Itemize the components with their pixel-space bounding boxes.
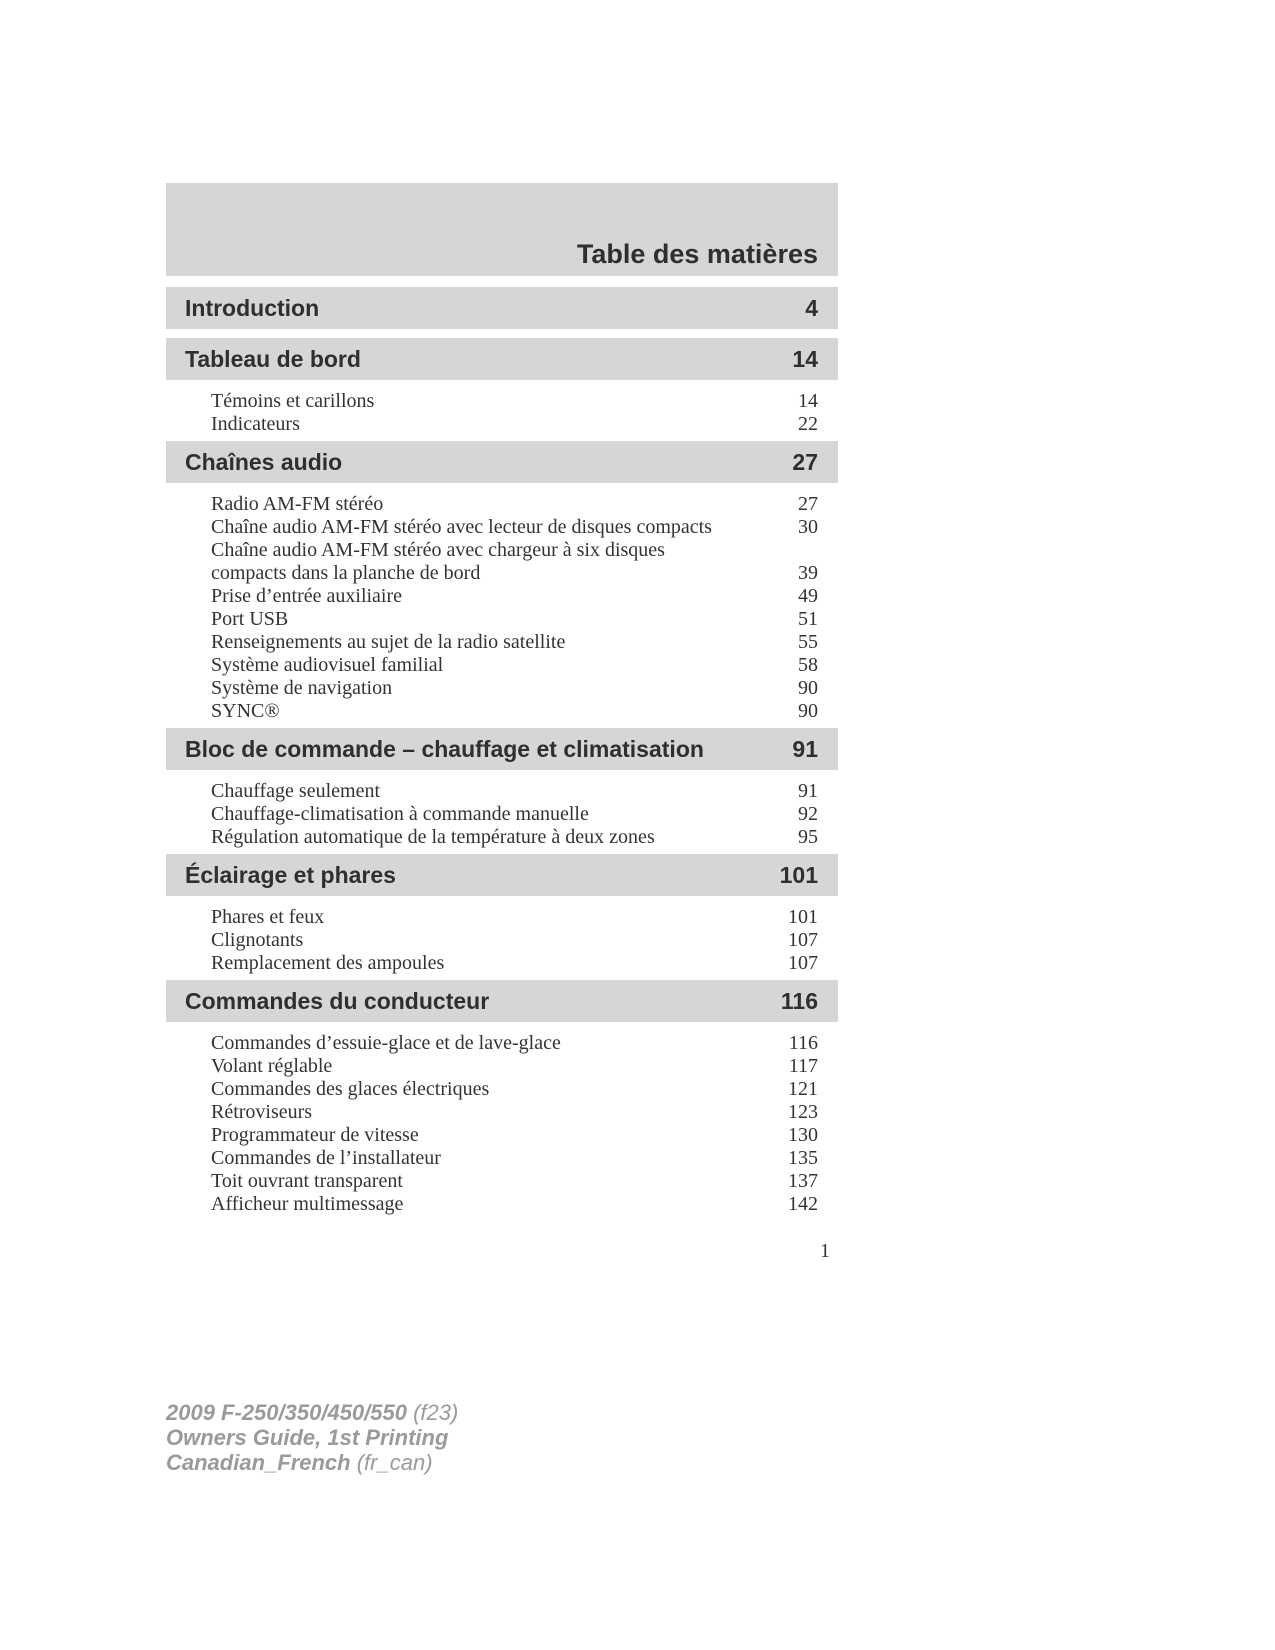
entry-page: 22 xyxy=(798,413,818,435)
entry-page: 95 xyxy=(798,826,818,848)
entry-list xyxy=(166,483,838,728)
section-heading[interactable] xyxy=(166,980,838,1022)
toc-entry[interactable] xyxy=(211,390,818,413)
entry-page: 90 xyxy=(798,677,818,699)
toc-sections xyxy=(166,287,838,1221)
entry-label: Commandes d’essuie-glace et de lave-glace xyxy=(211,1032,561,1054)
toc-header xyxy=(166,183,838,276)
toc-entry[interactable] xyxy=(211,608,818,631)
entry-label: Phares et feux xyxy=(211,906,325,928)
entry-label: Renseignements au sujet de la radio satellite xyxy=(211,631,566,653)
entry-label: Volant réglable xyxy=(211,1055,333,1077)
toc-entry[interactable] xyxy=(211,826,818,849)
entry-page: 117 xyxy=(788,1055,818,1077)
toc-entry[interactable] xyxy=(211,493,818,516)
section-page: 116 xyxy=(780,987,818,1014)
toc-entry[interactable] xyxy=(211,906,818,929)
entry-page: 91 xyxy=(798,780,818,802)
entry-page: 142 xyxy=(788,1193,818,1215)
entry-page: 27 xyxy=(798,493,818,515)
entry-label: Chauffage-climatisation à commande manuelle xyxy=(211,803,589,825)
toc-entry[interactable] xyxy=(211,585,818,608)
section-title: Éclairage et phares xyxy=(185,861,396,888)
toc-section xyxy=(166,854,838,980)
entry-label: SYNC® xyxy=(211,700,280,722)
section-page: 27 xyxy=(792,448,818,475)
entry-label: Indicateurs xyxy=(211,413,300,435)
footer-line-2 xyxy=(166,1425,458,1450)
footer-guide: Owners Guide, 1st Printing xyxy=(166,1425,449,1450)
toc-entry[interactable] xyxy=(211,929,818,952)
entry-page: 116 xyxy=(788,1032,818,1054)
entry-page: 55 xyxy=(798,631,818,653)
toc-entry[interactable] xyxy=(211,1170,818,1193)
entry-list xyxy=(166,770,838,854)
section-heading[interactable] xyxy=(166,287,838,329)
entry-page: 137 xyxy=(788,1170,818,1192)
footer-line-1 xyxy=(166,1400,458,1425)
toc-entry[interactable] xyxy=(211,1101,818,1124)
toc-entry[interactable] xyxy=(211,1055,818,1078)
footer-line-3 xyxy=(166,1450,458,1475)
section-heading[interactable] xyxy=(166,854,838,896)
toc-section xyxy=(166,441,838,728)
toc-section xyxy=(166,338,838,441)
entry-label: Toit ouvrant transparent xyxy=(211,1170,403,1192)
entry-page: 107 xyxy=(788,952,818,974)
toc-entry[interactable] xyxy=(211,1124,818,1147)
entry-page: 14 xyxy=(798,390,818,412)
toc-entry[interactable] xyxy=(211,677,818,700)
toc-entry[interactable] xyxy=(211,1193,818,1216)
toc-entry[interactable] xyxy=(211,780,818,803)
toc-entry[interactable] xyxy=(211,1147,818,1170)
entry-label: Port USB xyxy=(211,608,289,630)
entry-label: Radio AM-FM stéréo xyxy=(211,493,384,515)
toc-section xyxy=(166,287,838,329)
footer-code: (f23) xyxy=(413,1400,459,1425)
section-page: 91 xyxy=(792,735,818,762)
entry-page: 92 xyxy=(798,803,818,825)
section-title: Introduction xyxy=(185,294,320,321)
entry-label: Programmateur de vitesse xyxy=(211,1124,419,1146)
entry-label: Chauffage seulement xyxy=(211,780,381,802)
toc-entry[interactable] xyxy=(211,413,818,436)
toc-entry[interactable] xyxy=(211,562,818,585)
entry-list xyxy=(166,380,838,441)
footer xyxy=(166,1400,458,1475)
entry-label: Clignotants xyxy=(211,929,304,951)
entry-page: 49 xyxy=(798,585,818,607)
entry-page: 39 xyxy=(798,562,818,584)
toc-section xyxy=(166,728,838,854)
footer-locale: (fr_can) xyxy=(356,1450,433,1475)
entry-page: 130 xyxy=(788,1124,818,1146)
entry-label: Commandes des glaces électriques xyxy=(211,1078,490,1100)
toc-entry[interactable] xyxy=(211,803,818,826)
entry-page: 107 xyxy=(788,929,818,951)
entry-label: Prise d’entrée auxiliaire xyxy=(211,585,403,607)
section-heading[interactable] xyxy=(166,728,838,770)
section-heading[interactable] xyxy=(166,441,838,483)
entry-label: Système de navigation xyxy=(211,677,393,699)
toc-entry[interactable] xyxy=(211,1032,818,1055)
entry-label: Chaîne audio AM-FM stéréo avec lecteur de disques compacts xyxy=(211,516,712,538)
entry-label: Remplacement des ampoules xyxy=(211,952,445,974)
section-page: 4 xyxy=(805,294,818,321)
entry-page: 58 xyxy=(798,654,818,676)
entry-label: Témoins et carillons xyxy=(211,390,375,412)
entry-page: 121 xyxy=(788,1078,818,1100)
entry-label: Commandes de l’installateur xyxy=(211,1147,441,1169)
toc-entry[interactable] xyxy=(211,654,818,677)
entry-page: 51 xyxy=(798,608,818,630)
entry-label: Système audiovisuel familial xyxy=(211,654,444,676)
entry-page: 101 xyxy=(788,906,818,928)
toc-entry[interactable] xyxy=(211,516,818,539)
entry-page: 30 xyxy=(798,516,818,538)
toc-entry[interactable] xyxy=(211,1078,818,1101)
toc-section xyxy=(166,980,838,1221)
entry-page: 123 xyxy=(788,1101,818,1123)
section-title: Tableau de bord xyxy=(185,345,361,372)
toc-entry[interactable] xyxy=(211,700,818,723)
page-number: 1 xyxy=(820,1240,830,1262)
section-title: Bloc de commande – chauffage et climatisation xyxy=(185,735,704,762)
table-of-contents xyxy=(166,183,838,1221)
entry-label: Régulation automatique de la température à deux zones xyxy=(211,826,655,848)
entry-label: compacts dans la planche de bord xyxy=(211,562,481,584)
page-title: Table des matières xyxy=(576,239,818,269)
entry-list xyxy=(166,896,838,980)
section-title: Chaînes audio xyxy=(185,448,343,475)
entry-page: 135 xyxy=(788,1147,818,1169)
section-heading[interactable] xyxy=(166,338,838,380)
entry-label: Rétroviseurs xyxy=(211,1101,313,1123)
toc-entry[interactable] xyxy=(211,631,818,654)
footer-model: 2009 F-250/350/450/550 xyxy=(166,1400,407,1425)
entry-page: 90 xyxy=(798,700,818,722)
section-title: Commandes du conducteur xyxy=(185,987,490,1014)
section-page: 14 xyxy=(792,345,818,372)
footer-language: Canadian_French xyxy=(166,1450,351,1475)
section-page: 101 xyxy=(779,861,818,888)
entry-label: Afficheur multimessage xyxy=(211,1193,404,1215)
toc-entry[interactable] xyxy=(211,952,818,975)
toc-entry[interactable] xyxy=(211,539,818,562)
entry-label: Chaîne audio AM-FM stéréo avec chargeur à six disques xyxy=(211,539,665,561)
entry-list xyxy=(166,1022,838,1221)
